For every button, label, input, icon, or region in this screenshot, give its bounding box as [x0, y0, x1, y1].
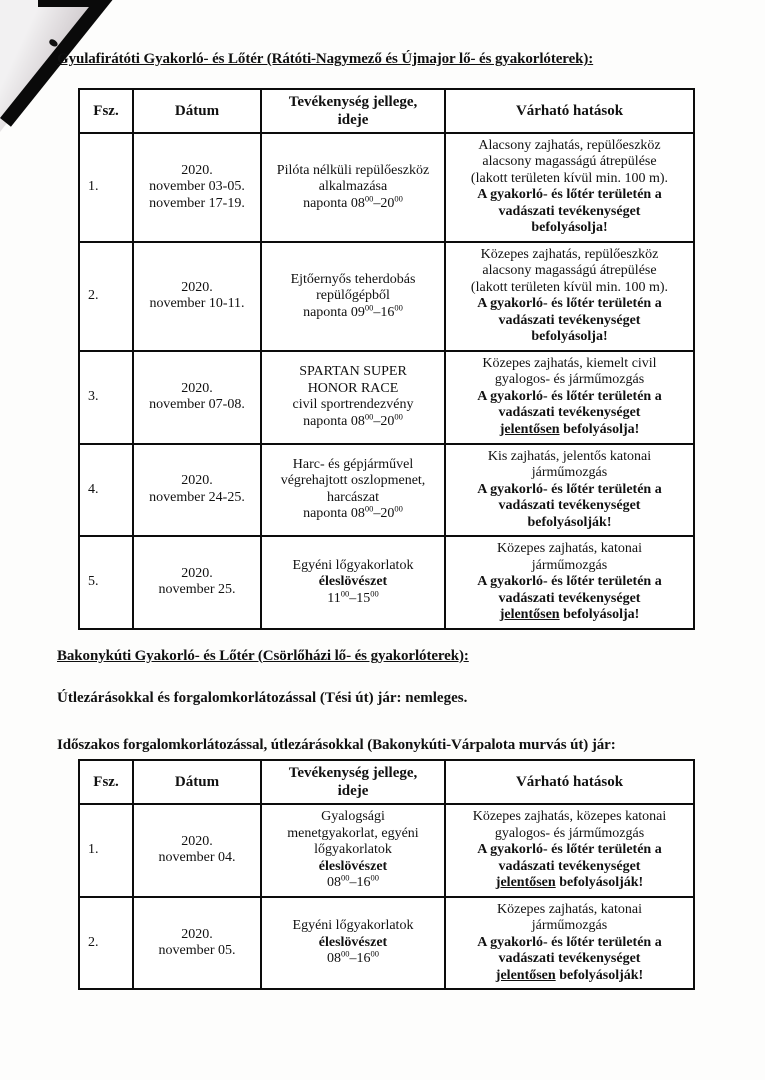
cell-line: A gyakorló- és lőtér területén a [477, 481, 662, 497]
cell-line: november 10-11. [149, 296, 245, 312]
activity-cell [261, 133, 445, 242]
cell-line: A gyakorló- és lőtér területén a [477, 934, 662, 950]
cell-line: Ejtőernyős teherdobás [290, 271, 416, 287]
cell-line: gyalogos- és járműmozgás [494, 825, 645, 841]
cell-line: repülőgépből [316, 288, 390, 304]
table-row [79, 897, 694, 990]
row-number-cell: 2. [79, 897, 133, 990]
expected-effects-cell [445, 242, 694, 351]
cell-line: A gyakorló- és lőtér területén a [477, 296, 662, 312]
column-header: Fsz. [79, 760, 133, 804]
cell-line: harcászat [326, 489, 380, 505]
cell-line: Közepes zajhatás, katonai [497, 901, 642, 917]
cell-line: HONOR RACE [307, 380, 399, 396]
cell-line: november 17-19. [149, 195, 245, 211]
table-header-row [79, 89, 694, 133]
cell-line: Közepes zajhatás, kiemelt civil [482, 355, 657, 371]
cell-line: éleslövészet [318, 934, 388, 950]
cell-line: Közepes zajhatás, katonai [497, 541, 642, 557]
cell-line: A gyakorló- és lőtér területén a [477, 842, 662, 858]
date-cell [133, 897, 261, 990]
cell-line: (lakott területen kívül min. 100 m). [470, 279, 669, 295]
cell-line: $08^{00}-16^{00}$ [327, 948, 379, 967]
row-number-cell: 3. [79, 351, 133, 444]
cell-line: Harc- és gépjárművel [292, 456, 414, 472]
date-cell [133, 351, 261, 444]
date-cell [133, 536, 261, 629]
cell-line: Pilóta nélküli repülőeszköz [276, 162, 430, 178]
row-number-cell: 2. [79, 242, 133, 351]
cell-line: 2020. [181, 473, 213, 489]
cell-line: vadászati tevékenységet [498, 312, 641, 328]
cell-line: A gyakorló- és lőtér területén a [477, 388, 662, 404]
activity-cell [261, 897, 445, 990]
activity-cell [261, 242, 445, 351]
date-cell [133, 804, 261, 897]
cell-line: vadászati tevékenységet [498, 951, 641, 967]
cell-line: gyalogos- és járműmozgás [494, 372, 645, 388]
cell-line: naponta $09^{00}-16^{00}$ [303, 301, 403, 320]
cell-line: Gyalogsági [321, 809, 385, 825]
cell-line: befolyásolja! [531, 329, 608, 345]
cell-line: járműmozgás [531, 465, 608, 481]
cell-line: vadászati tevékenységet [498, 498, 641, 514]
cell-line: $11^{00}-15^{00}$ [327, 587, 379, 606]
cell-line: november 07-08. [149, 397, 245, 413]
cell-line: 2020. [181, 162, 213, 178]
cell-line: SPARTAN SUPER [299, 364, 407, 380]
cell-line: 2020. [181, 833, 213, 849]
activity-cell [261, 536, 445, 629]
column-header: Tevékenység jellege, ideje [261, 760, 445, 804]
cell-line: befolyásolja! [531, 220, 608, 236]
cell-line: Alacsony zajhatás, repülőeszköz [478, 137, 661, 153]
column-header: Várható hatások [445, 89, 694, 133]
cell-line: alkalmazása [318, 179, 388, 195]
date-cell [133, 133, 261, 242]
document-content [57, 50, 697, 990]
cell-line: (lakott területen kívül min. 100 m). [470, 170, 669, 186]
column-header: Várható hatások [445, 760, 694, 804]
table-row [79, 242, 694, 351]
column-header: Fsz. [79, 89, 133, 133]
cell-line: 2020. [181, 279, 213, 295]
training-schedule-table-bakonykuti [78, 759, 695, 990]
scan-edge-artifact [38, 0, 104, 7]
cell-line: éleslövészet [318, 858, 388, 874]
cell-line: jelentősen befolyásolja! [499, 607, 640, 623]
cell-line: naponta $08^{00}-20^{00}$ [303, 411, 403, 429]
expected-effects-cell [445, 536, 694, 629]
cell-line: naponta $08^{00}-20^{00}$ [303, 192, 403, 211]
cell-line: Egyéni lőgyakorlatok [292, 557, 414, 573]
column-header: Dátum [133, 760, 261, 804]
cell-line: november 04. [158, 850, 236, 866]
date-cell [133, 242, 261, 351]
cell-line: vadászati tevékenységet [498, 405, 641, 421]
expected-effects-cell [445, 804, 694, 897]
cell-line: 2020. [181, 926, 213, 942]
cell-line: november 25. [158, 582, 236, 598]
row-number-cell: 4. [79, 444, 133, 537]
cell-line: alacsony magasságú átrepülése [482, 263, 657, 279]
section-title-gyulafiratoti: Gyulafirátóti Gyakorló- és Lőtér (Rátóti-Nagymező és Újmajor lő- és gyakorlóterek): [57, 51, 594, 67]
column-header: Dátum [133, 89, 261, 133]
cell-line: menetgyakorlat, egyéni [287, 825, 419, 841]
traffic-restriction-subheading: Időszakos forgalomkorlátozással, útlezárásokkal (Bakonykúti-Várpalota murvás út) jár: [57, 737, 616, 754]
table-row [79, 133, 694, 242]
row-number-cell: 5. [79, 536, 133, 629]
cell-line: Közepes zajhatás, repülőeszköz [480, 246, 659, 262]
cell-line: járműmozgás [531, 557, 608, 573]
cell-line: november 24-25. [149, 489, 245, 505]
cell-line: befolyásolják! [527, 514, 612, 530]
cell-line: jelentősen befolyásolják! [495, 875, 644, 891]
cell-line: vadászati tevékenységet [498, 203, 641, 219]
activity-cell [261, 444, 445, 537]
cell-line: jelentősen befolyásolják! [495, 967, 644, 983]
cell-line: Egyéni lőgyakorlatok [292, 918, 414, 934]
cell-line: 2020. [181, 565, 213, 581]
expected-effects-cell [445, 444, 694, 537]
expected-effects-cell [445, 133, 694, 242]
date-cell [133, 444, 261, 537]
expected-effects-cell [445, 351, 694, 444]
table-row [79, 804, 694, 897]
cell-line: november 05. [158, 943, 236, 959]
cell-line: végrehajtott oszlopmenet, [280, 473, 426, 489]
cell-line: alacsony magasságú átrepülése [482, 154, 657, 170]
road-closure-note: Útlezárásokkal és forgalomkorlátozással (Tési út) jár: nemleges. [57, 690, 468, 707]
table-row [79, 536, 694, 629]
cell-line: civil sportrendezvény [292, 397, 414, 413]
cell-line: vadászati tevékenységet [498, 590, 641, 606]
cell-line: $08^{00}-16^{00}$ [327, 872, 379, 891]
activity-cell [261, 804, 445, 897]
table-row [79, 351, 694, 444]
table-row [79, 444, 694, 537]
training-schedule-table-gyulafiratoti [78, 88, 695, 630]
cell-line: vadászati tevékenységet [498, 858, 641, 874]
cell-line: lőgyakorlatok [314, 842, 392, 858]
expected-effects-cell [445, 897, 694, 990]
activity-cell [261, 351, 445, 444]
column-header: Tevékenység jellege, ideje [261, 89, 445, 133]
cell-line: jelentősen befolyásolja! [499, 422, 640, 437]
cell-line: november 03-05. [149, 179, 245, 195]
cell-line: naponta $08^{00}-20^{00}$ [303, 503, 403, 522]
section-title-bakonykuti: Bakonykúti Gyakorló- és Lőtér (Csörlőházi lő- és gyakorlóterek): [57, 647, 469, 664]
cell-line: A gyakorló- és lőtér területén a [477, 187, 662, 203]
cell-line: A gyakorló- és lőtér területén a [477, 574, 662, 590]
table-header-row [79, 760, 694, 804]
row-number-cell: 1. [79, 133, 133, 242]
row-number-cell: 1. [79, 804, 133, 897]
cell-line: éleslövészet [318, 574, 388, 590]
cell-line: járműmozgás [531, 918, 608, 934]
cell-line: 2020. [181, 380, 213, 396]
cell-line: Kis zajhatás, jelentős katonai [487, 448, 652, 464]
cell-line: Közepes zajhatás, közepes katonai [472, 809, 667, 825]
